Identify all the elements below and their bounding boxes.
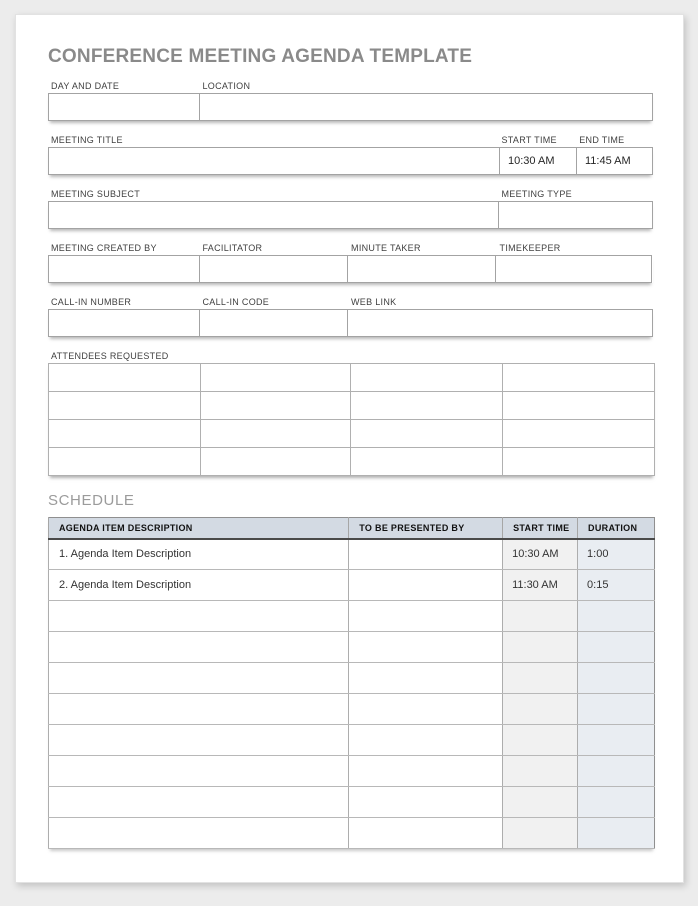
- attendees-row: [49, 392, 655, 420]
- schedule-heading: SCHEDULE: [48, 492, 135, 509]
- facilitator-field[interactable]: [199, 255, 348, 283]
- presenter-cell[interactable]: [349, 570, 503, 601]
- start-time-cell[interactable]: [503, 632, 578, 663]
- start-time-label: START TIME: [501, 135, 557, 145]
- presenter-cell[interactable]: [349, 663, 503, 694]
- attendee-cell[interactable]: [351, 392, 503, 420]
- start-time-cell[interactable]: 11:30 AM: [503, 570, 578, 601]
- day-and-date-label: DAY AND DATE: [51, 81, 120, 91]
- timekeeper-field[interactable]: [495, 255, 652, 283]
- attendee-cell[interactable]: [49, 392, 201, 420]
- start-time-cell[interactable]: [503, 694, 578, 725]
- meeting-created-by-label: MEETING CREATED BY: [51, 243, 157, 253]
- presenter-cell[interactable]: [349, 539, 503, 570]
- attendee-cell[interactable]: [503, 364, 655, 392]
- day-and-date-field[interactable]: [48, 93, 200, 121]
- attendees-row: [49, 420, 655, 448]
- start-time-cell[interactable]: [503, 756, 578, 787]
- presenter-cell[interactable]: [349, 632, 503, 663]
- page-title: CONFERENCE MEETING AGENDA TEMPLATE: [48, 46, 473, 67]
- document-page: [15, 14, 684, 883]
- section-attendees: [48, 350, 653, 476]
- agenda-description-cell[interactable]: [49, 818, 349, 849]
- web-link-field[interactable]: [347, 309, 653, 337]
- schedule-row: [49, 570, 655, 601]
- agenda-description-cell[interactable]: [49, 632, 349, 663]
- duration-cell[interactable]: [578, 725, 655, 756]
- end-time-field[interactable]: 11:45 AM: [576, 147, 653, 175]
- schedule-row: [49, 756, 655, 787]
- attendee-cell[interactable]: [351, 448, 503, 476]
- meeting-title-label: MEETING TITLE: [51, 135, 123, 145]
- attendee-cell[interactable]: [200, 420, 351, 448]
- agenda-description-cell[interactable]: [49, 694, 349, 725]
- attendees-requested-label: ATTENDEES REQUESTED: [51, 351, 169, 361]
- section-roles: [48, 242, 653, 283]
- to-be-presented-by-header: TO BE PRESENTED BY: [349, 518, 503, 539]
- presenter-cell[interactable]: [349, 725, 503, 756]
- web-link-label: WEB LINK: [351, 297, 397, 307]
- section-date-location: [48, 80, 653, 121]
- timekeeper-label: TIMEKEEPER: [499, 243, 561, 253]
- schedule-table: [48, 517, 655, 849]
- attendee-cell[interactable]: [49, 364, 201, 392]
- attendee-cell[interactable]: [351, 364, 503, 392]
- presenter-cell[interactable]: [349, 601, 503, 632]
- attendee-cell[interactable]: [503, 420, 655, 448]
- section-callin: [48, 296, 653, 337]
- presenter-cell[interactable]: [349, 818, 503, 849]
- duration-header: DURATION: [578, 518, 655, 539]
- attendees-grid: [48, 363, 655, 476]
- agenda-description-cell[interactable]: 2. Agenda Item Description: [49, 570, 349, 601]
- duration-cell[interactable]: [578, 818, 655, 849]
- meeting-subject-label: MEETING SUBJECT: [51, 189, 141, 199]
- attendee-cell[interactable]: [49, 420, 201, 448]
- schedule-row: [49, 694, 655, 725]
- schedule-row: [49, 818, 655, 849]
- schedule-row: [49, 725, 655, 756]
- start-time-cell[interactable]: [503, 818, 578, 849]
- duration-cell[interactable]: [578, 663, 655, 694]
- attendee-cell[interactable]: [351, 420, 503, 448]
- start-time-cell[interactable]: 10:30 AM: [503, 539, 578, 570]
- meeting-type-field[interactable]: [498, 201, 653, 229]
- duration-cell[interactable]: [578, 756, 655, 787]
- meeting-created-by-field[interactable]: [48, 255, 200, 283]
- call-in-code-field[interactable]: [199, 309, 348, 337]
- minute-taker-field[interactable]: [347, 255, 496, 283]
- duration-cell[interactable]: [578, 601, 655, 632]
- presenter-cell[interactable]: [349, 756, 503, 787]
- agenda-item-description-header: AGENDA ITEM DESCRIPTION: [49, 518, 349, 539]
- duration-cell[interactable]: 0:15: [578, 570, 655, 601]
- agenda-description-cell[interactable]: [49, 601, 349, 632]
- start-time-cell[interactable]: [503, 663, 578, 694]
- agenda-description-cell[interactable]: [49, 663, 349, 694]
- start-time-field[interactable]: 10:30 AM: [499, 147, 577, 175]
- presenter-cell[interactable]: [349, 787, 503, 818]
- call-in-number-field[interactable]: [48, 309, 200, 337]
- minute-taker-label: MINUTE TAKER: [351, 243, 421, 253]
- location-label: LOCATION: [202, 81, 251, 91]
- attendee-cell[interactable]: [200, 364, 351, 392]
- agenda-description-cell[interactable]: [49, 787, 349, 818]
- duration-cell[interactable]: [578, 694, 655, 725]
- schedule-row: [49, 632, 655, 663]
- schedule-row: [49, 539, 655, 570]
- location-field[interactable]: [199, 93, 653, 121]
- section-subject-type: [48, 188, 653, 229]
- presenter-cell[interactable]: [349, 694, 503, 725]
- start-time-cell[interactable]: [503, 601, 578, 632]
- schedule-row: [49, 601, 655, 632]
- call-in-code-label: CALL-IN CODE: [202, 297, 270, 307]
- duration-cell[interactable]: [578, 787, 655, 818]
- duration-cell[interactable]: 1:00: [578, 539, 655, 570]
- end-time-label: END TIME: [579, 135, 625, 145]
- agenda-description-cell[interactable]: [49, 756, 349, 787]
- meeting-title-field[interactable]: [48, 147, 500, 175]
- attendee-cell[interactable]: [200, 448, 351, 476]
- schedule-row: [49, 787, 655, 818]
- schedule-header-row: [49, 518, 655, 539]
- facilitator-label: FACILITATOR: [202, 243, 263, 253]
- attendee-cell[interactable]: [200, 392, 351, 420]
- call-in-number-label: CALL-IN NUMBER: [51, 297, 132, 307]
- start-time-header: START TIME: [503, 518, 578, 539]
- attendee-cell[interactable]: [503, 448, 655, 476]
- agenda-description-cell[interactable]: [49, 725, 349, 756]
- agenda-description-cell[interactable]: 1. Agenda Item Description: [49, 539, 349, 570]
- schedule-row: [49, 663, 655, 694]
- attendee-cell[interactable]: [503, 392, 655, 420]
- start-time-cell[interactable]: [503, 725, 578, 756]
- attendee-cell[interactable]: [49, 448, 201, 476]
- section-title-times: [48, 134, 653, 175]
- attendees-row: [49, 364, 655, 392]
- meeting-type-label: MEETING TYPE: [501, 189, 572, 199]
- duration-cell[interactable]: [578, 632, 655, 663]
- start-time-cell[interactable]: [503, 787, 578, 818]
- meeting-subject-field[interactable]: [48, 201, 499, 229]
- attendees-row: [49, 448, 655, 476]
